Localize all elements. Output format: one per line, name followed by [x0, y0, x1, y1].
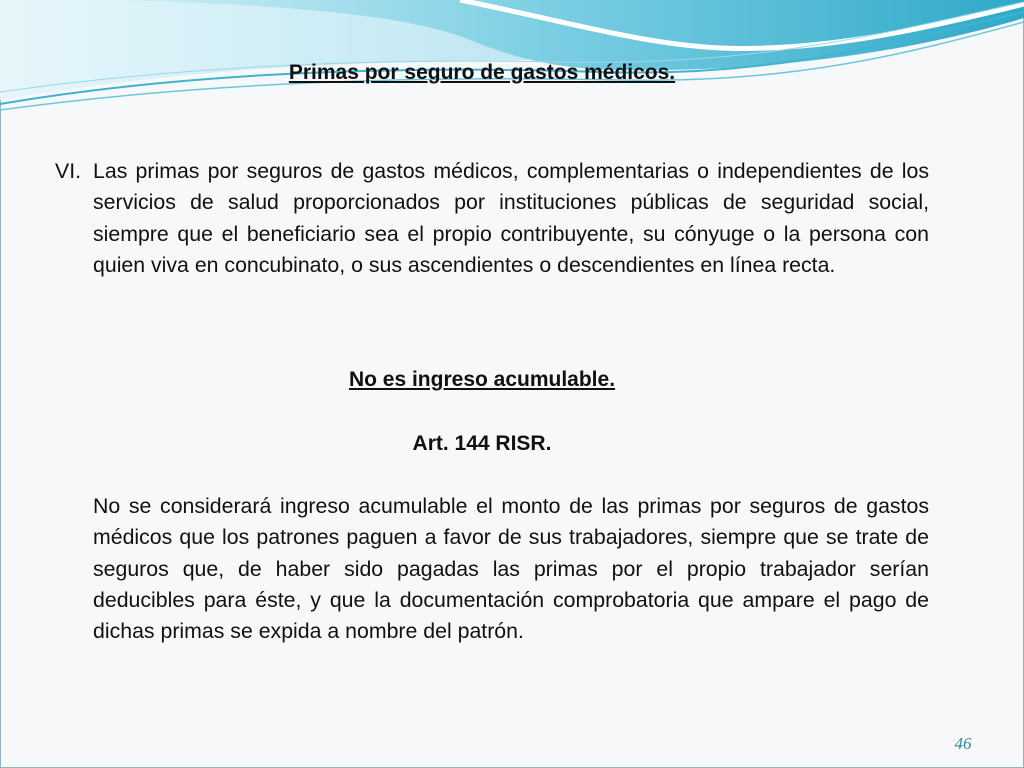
slide-title: Primas por seguro de gastos médicos. [288, 61, 676, 84]
section-subtitle: No es ingreso acumulable. [348, 368, 616, 391]
item-number-label: VI. [55, 159, 82, 183]
page-number: 46 [954, 734, 972, 753]
header-swoosh-decoration [0, 0, 1024, 120]
article-reference: Art. 144 RISR. [412, 432, 552, 455]
item-paragraph: Las primas por seguros de gastos médicos, complementarias o independientes de los servicios de salud proporcionados por instituciones públicas de seguridad social, siempre que el beneficiario sea el propio contribuyente, su cónyuge o la persona con quien viva en concubinato, o sus ascendientes o descendientes en línea recta. [93, 159, 929, 277]
conclusion-paragraph: No se considerará ingreso acumulable el monto de las primas por seguros de gastos médicos que los patrones paguen a favor de sus trabajadores, siempre que se trate de seguros que, de haber sido pagadas las primas por el propio trabajador serían deducibles para éste, y que la documentación comprobatoria que ampare el pago de dichas primas se expida a nombre del patrón. [93, 494, 929, 644]
